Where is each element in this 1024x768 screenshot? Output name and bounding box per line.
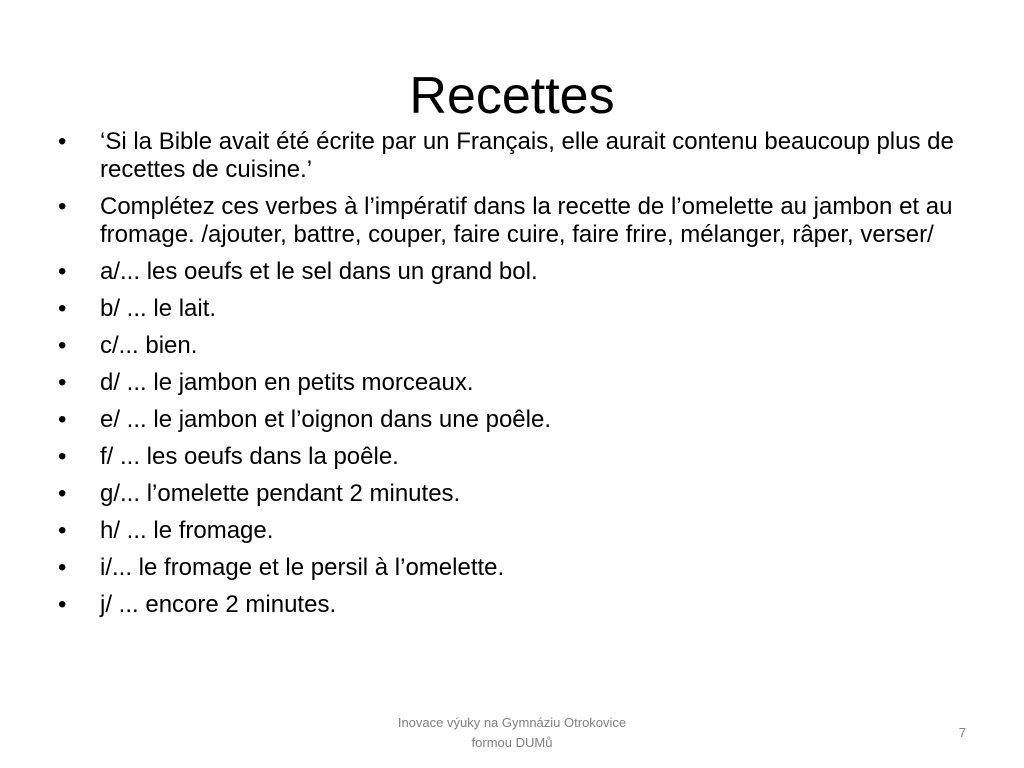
slide-title: Recettes (409, 67, 615, 125)
bullet-text: i/... le fromage et le persil à l’omelette. (100, 554, 505, 581)
bullet-item (56, 406, 956, 434)
bullet-text: d/ ... le jambon en petits morceaux. (100, 369, 474, 396)
bullet-list (56, 128, 956, 628)
bullet-item (56, 480, 956, 508)
bullet-icon: • (58, 369, 67, 396)
bullet-text: c/... bien. (100, 332, 198, 359)
bullet-item (56, 193, 956, 249)
bullet-text: ‘Si la Bible avait été écrite par un Français, elle aurait contenu beaucoup plus de recettes de cuisine.’ (100, 128, 954, 183)
bullet-item (56, 591, 956, 619)
bullet-icon: • (58, 193, 67, 220)
bullet-icon: • (58, 295, 67, 322)
bullet-item (56, 369, 956, 397)
bullet-icon: • (58, 406, 67, 433)
bullet-icon: • (58, 443, 67, 470)
bullet-icon: • (58, 591, 67, 618)
bullet-text: b/ ... le lait. (100, 295, 217, 322)
bullet-icon: • (58, 128, 67, 155)
bullet-item (56, 443, 956, 471)
bullet-icon: • (58, 332, 67, 359)
footer-line-2: formou DUMů (471, 735, 553, 750)
bullet-text: a/... les oeufs et le sel dans un grand bol. (100, 258, 538, 285)
footer-text (352, 713, 672, 753)
bullet-text: j/ ... encore 2 minutes. (100, 591, 337, 618)
bullet-item (56, 258, 956, 286)
page-number: 7 (958, 725, 966, 740)
bullet-item (56, 554, 956, 582)
bullet-icon: • (58, 554, 67, 581)
bullet-text: f/ ... les oeufs dans la poêle. (100, 443, 399, 470)
bullet-text: Complétez ces verbes à l’impératif dans la recette de l’omelette au jambon et au fromage. /ajouter, battre, couper, faire cuire, faire frire, mélanger, râper, verser/ (100, 193, 953, 248)
bullet-text: g/... l’omelette pendant 2 minutes. (100, 480, 461, 507)
bullet-icon: • (58, 480, 67, 507)
bullet-item (56, 128, 956, 184)
bullet-item (56, 332, 956, 360)
bullet-item (56, 517, 956, 545)
bullet-icon: • (58, 517, 67, 544)
footer-line-1: Inovace výuky na Gymnáziu Otrokovice (397, 715, 627, 730)
bullet-text: e/ ... le jambon et l’oignon dans une poêle. (100, 406, 551, 433)
bullet-text: h/ ... le fromage. (100, 517, 274, 544)
bullet-icon: • (58, 258, 67, 285)
bullet-item (56, 295, 956, 323)
